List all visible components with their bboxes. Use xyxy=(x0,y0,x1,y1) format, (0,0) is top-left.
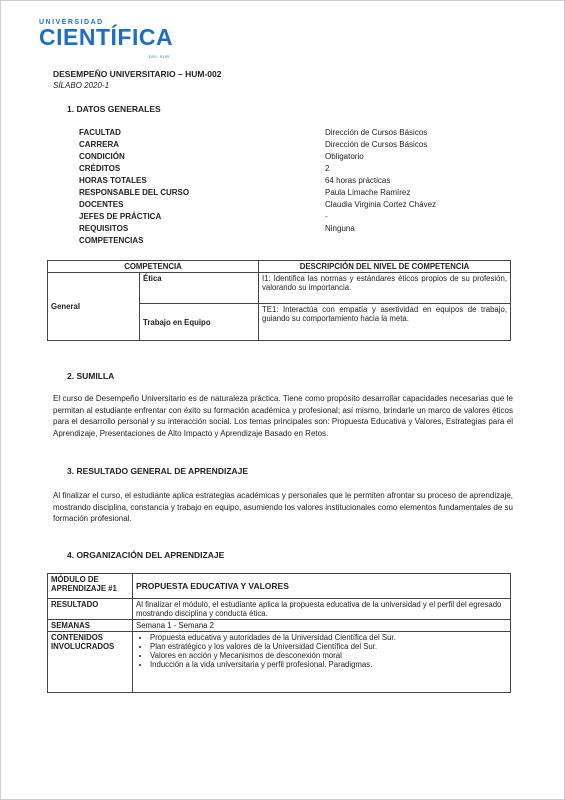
university-logo xyxy=(39,19,174,59)
table-row xyxy=(48,620,511,632)
column-header-descripcion: DESCRIPCIÓN DEL NIVEL DE COMPETENCIA xyxy=(259,261,511,273)
competency-group: General xyxy=(48,273,140,341)
general-value: Paula Limache Ramírez xyxy=(325,188,411,197)
general-value: 64 horas prácticas xyxy=(325,176,391,185)
weeks-label: SEMANAS xyxy=(48,620,133,632)
competency-desc: TE1: Interactúa con empatía y asertividad en equipos de trabajo, guiando su comportamiento hacia la meta. xyxy=(259,304,511,341)
logo-sub-text: DEL SUR xyxy=(149,54,170,59)
general-label: REQUISITOS xyxy=(79,224,129,233)
general-value: Obligatorio xyxy=(325,152,364,161)
general-value: Dirección de Cursos Básicos xyxy=(325,140,428,149)
general-row xyxy=(79,163,525,175)
list-item: • Valores en acción y Mecanismos de desconexión moral xyxy=(150,651,507,660)
sumilla-text: El curso de Desempeño Universitario es de naturaleza práctica. Tiene como propósito desarrollar capacidades necesarias que le permitan al estudiante enfrentar con éxito su formación académica y profesional; así mismo, brindarle un marco de valores éticos para el desarrollo personal y su interacción social. Los temas principales son: Propuesta Educativa y Valores, Estrategias para el Aprendizaje, Presentaciones de Alto Impacto y Aprendizaje Basado en Retos. xyxy=(53,394,513,438)
result-value: Al finalizar el módulo, el estudiante aplica la propuesta educativa de la universidad y el perfil del egresado mostrando disciplina y conducta ética. xyxy=(133,599,511,620)
competency-desc: I1: Identifica las normas y estándares éticos propios de su profesión, valorando su importancia. xyxy=(259,273,511,304)
competency-name: Ética xyxy=(140,273,259,304)
course-title: DESEMPEÑO UNIVERSITARIO – HUM-002 xyxy=(53,69,222,79)
table-row xyxy=(48,273,511,304)
general-label: HORAS TOTALES xyxy=(79,176,147,185)
logo-main-text: CIENTÍFICA xyxy=(39,24,174,50)
general-row xyxy=(79,211,525,223)
general-row xyxy=(79,127,525,139)
logo-top-text: UNIVERSIDAD xyxy=(39,19,104,26)
result-label: RESULTADO xyxy=(48,599,133,620)
general-row xyxy=(79,187,525,199)
module-table xyxy=(47,573,511,693)
section-3-title: 3. RESULTADO GENERAL DE APRENDIZAJE xyxy=(67,466,249,476)
general-value: Claudia Virginia Cortez Chávez xyxy=(325,200,437,209)
table-row xyxy=(48,574,511,599)
weeks-value: Semana 1 - Semana 2 xyxy=(133,620,511,632)
general-row xyxy=(79,175,525,187)
section-1-title: 1. DATOS GENERALES xyxy=(67,104,161,114)
column-header-competencia: COMPETENCIA xyxy=(48,261,259,273)
list-item: • Plan estratégico y los valores de la Universidad Científica del Sur. xyxy=(150,642,507,651)
general-row xyxy=(79,235,525,247)
general-value xyxy=(325,235,525,247)
list-item: • Inducción a la vida universitaria y perfil profesional. Paradigmas. xyxy=(150,660,507,669)
general-label: DOCENTES xyxy=(79,200,124,209)
contents-list xyxy=(136,633,507,669)
contents-label: CONTENIDOS INVOLUCRADOS xyxy=(48,632,133,693)
list-item: • Propuesta educativa y autoridades de la Universidad Científica del Sur. xyxy=(150,633,507,642)
table-row xyxy=(48,599,511,620)
general-value: - xyxy=(325,212,328,221)
general-label: COMPETENCIAS xyxy=(79,236,144,245)
general-value: Dirección de Cursos Básicos xyxy=(325,128,428,137)
module-label: MÓDULO DE APRENDIZAJE #1 xyxy=(48,574,133,599)
general-label: FACULTAD xyxy=(79,128,121,137)
general-label: CRÉDITOS xyxy=(79,164,121,173)
general-label: CARRERA xyxy=(79,140,119,149)
silabo-label: SÍLABO 2020-1 xyxy=(53,81,110,90)
general-label: CONDICIÓN xyxy=(79,152,125,161)
general-row xyxy=(79,199,525,211)
contents-cell xyxy=(133,632,511,693)
competency-name: Trabajo en Equipo xyxy=(140,304,259,341)
competency-table xyxy=(47,260,511,341)
section-4-title: 4. ORGANIZACIÓN DEL APRENDIZAJE xyxy=(67,550,225,560)
table-header-row xyxy=(48,261,511,273)
general-row xyxy=(79,223,525,235)
learning-result-text: Al finalizar el curso, el estudiante aplica estrategias académicas y personales que le permiten afrontar su proceso de aprendizaje, mostrando disciplina, constancia y trabajo en equipo, asumiendo los valores institucionales como elementos fundamentales de su formación profesional. xyxy=(53,491,513,523)
module-value: PROPUESTA EDUCATIVA Y VALORES xyxy=(133,574,511,599)
table-row xyxy=(48,632,511,693)
general-row xyxy=(79,139,525,151)
section-2-title: 2. SUMILLA xyxy=(67,371,115,381)
general-value: Ninguna xyxy=(325,224,355,233)
general-value: 2 xyxy=(325,164,330,173)
general-row xyxy=(79,151,525,163)
general-label: JEFES DE PRÁCTICA xyxy=(79,212,162,221)
general-label: RESPONSABLE DEL CURSO xyxy=(79,188,190,197)
general-data-list xyxy=(79,127,525,247)
